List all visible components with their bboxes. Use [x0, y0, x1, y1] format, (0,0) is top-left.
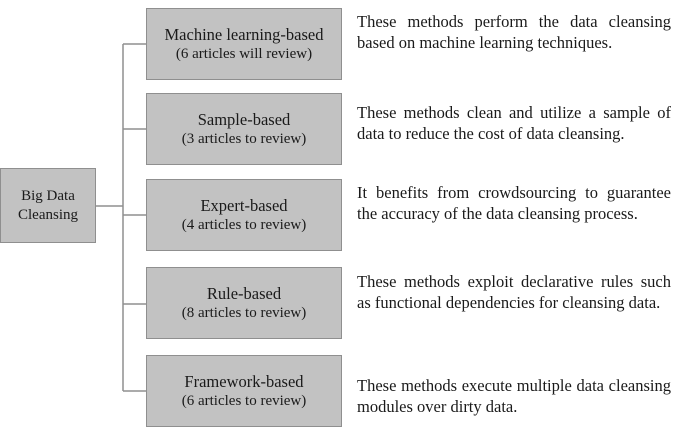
method-title: Rule-based: [206, 284, 282, 303]
method-title: Expert-based: [200, 196, 288, 215]
method-title: Sample-based: [197, 110, 291, 129]
method-description-machine-learning: These methods perform the data cleansing based on machine learning techniques.: [357, 12, 671, 52]
root-label-line1: Big Data: [21, 187, 75, 204]
method-description-framework: These methods execute multiple data cleansing modules over dirty data.: [357, 376, 671, 416]
method-title: Machine learning-based: [164, 25, 324, 44]
root-node-big-data-cleansing: [0, 168, 96, 243]
method-node-rule: [146, 267, 342, 339]
method-title: Framework-based: [184, 372, 304, 391]
method-article-count: (8 articles to review): [181, 305, 307, 321]
method-article-count: (3 articles to review): [181, 131, 307, 147]
method-node-framework: [146, 355, 342, 427]
root-label-line2: Cleansing: [18, 206, 78, 223]
method-node-sample: [146, 93, 342, 165]
method-article-count: (6 articles will review): [175, 46, 313, 62]
method-article-count: (4 articles to review): [181, 217, 307, 233]
method-description-sample: These methods clean and utilize a sample of data to reduce the cost of data cleansing.: [357, 103, 671, 143]
method-description-expert: It benefits from crowdsourcing to guarantee the accuracy of the data cleansing process.: [357, 183, 671, 223]
method-node-expert: [146, 179, 342, 251]
method-description-rule: These methods exploit declarative rules such as functional dependencies for cleansing data.: [357, 272, 671, 312]
method-node-machine-learning: [146, 8, 342, 80]
method-article-count: (6 articles to review): [181, 393, 307, 409]
